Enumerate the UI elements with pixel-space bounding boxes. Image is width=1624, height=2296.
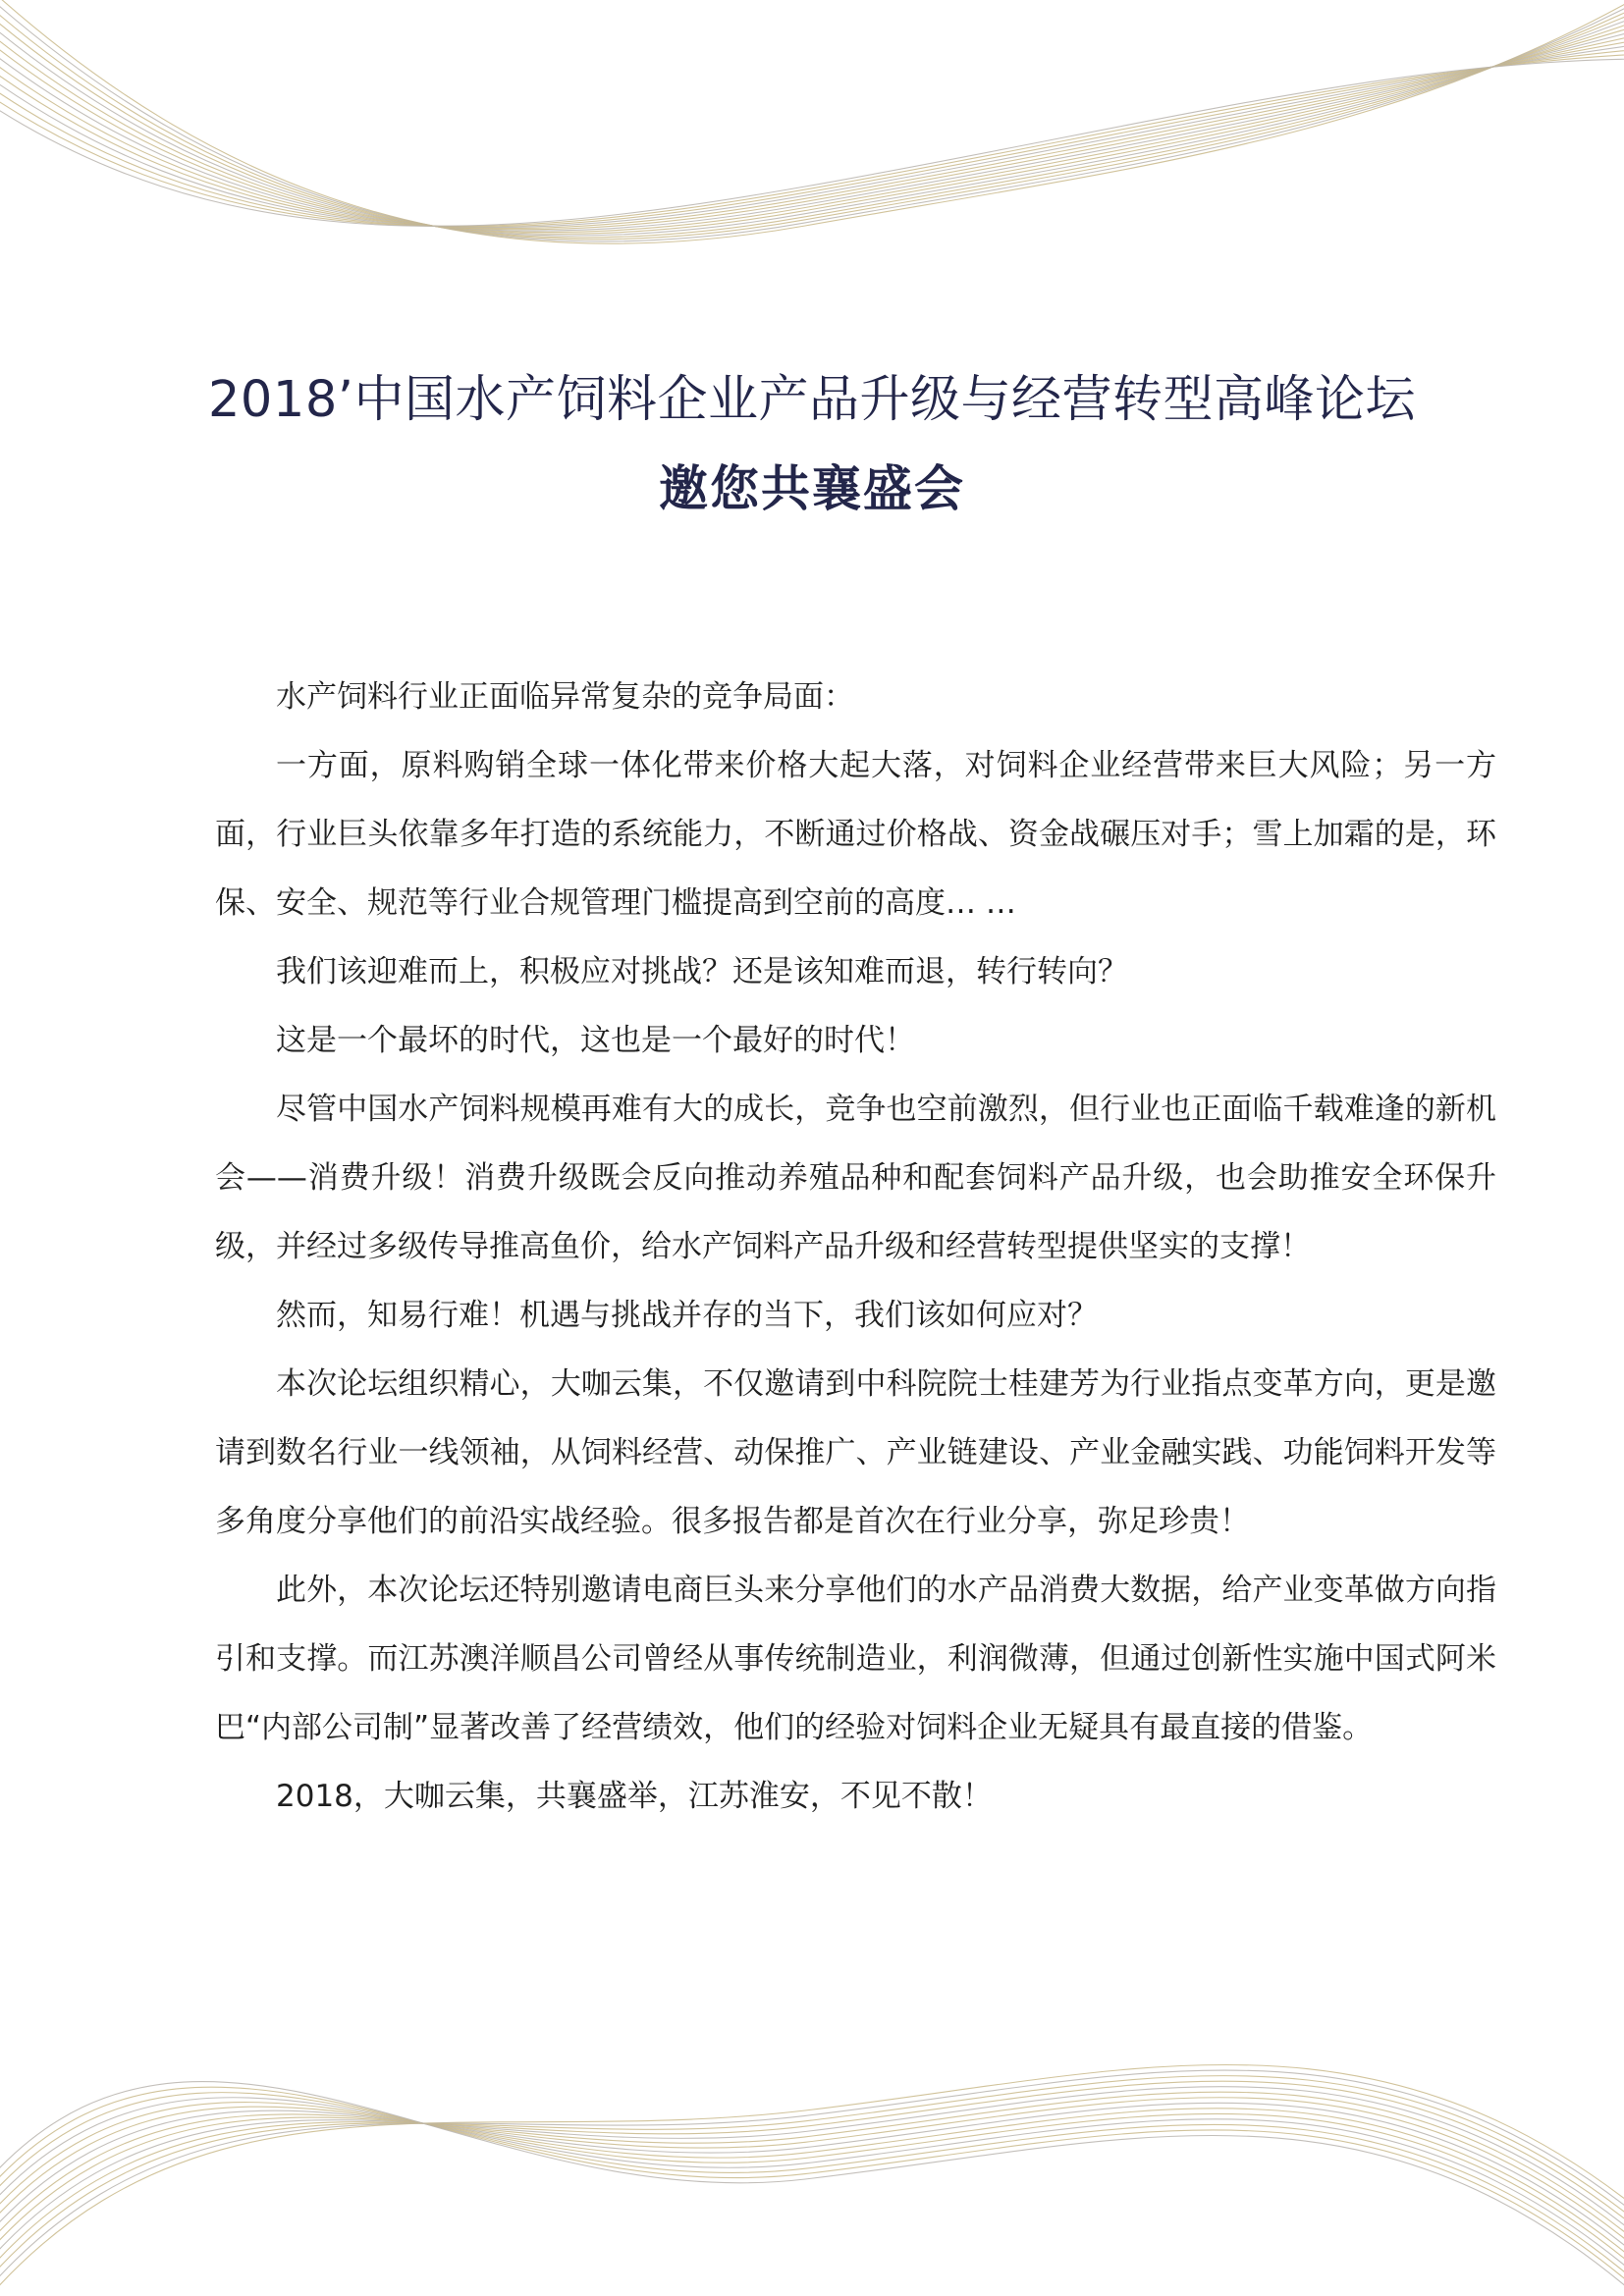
wave-line: [0, 2103, 1624, 2280]
body-text: [215, 663, 1496, 1831]
paragraph: 尽管中国水产饲料规模再难有大的成长，竞争也空前激烈，但行业也正面临千载难逢的新机会——消费升级！消费升级既会反向推动养殖品种和配套饲料产品升级，也会助推安全环保升级，并经过多级传导推高鱼价，给水产饲料产品升级和经营转型提供坚实的支撑！: [215, 1092, 1496, 1264]
page-title: 2018’中国水产饲料企业产品升级与经营转型高峰论坛: [207, 371, 1416, 429]
title-block: [0, 361, 1624, 528]
paragraph: 2018，大咖云集，共襄盛举，江苏淮安，不见不散！: [276, 1779, 993, 1814]
paragraph: 本次论坛组织精心，大咖云集，不仅邀请到中科院院士桂建芳为行业指点变革方向，更是邀请到数名行业一线领袖，从饲料经营、动保推广、产业链建设、产业金融实践、功能饲料开发等多角度分享他们的前沿实战经验。很多报告都是首次在行业分享，弥足珍贵！: [215, 1366, 1496, 1539]
wave-line: [0, 2076, 1624, 2289]
wave-line: [0, 2081, 1624, 2279]
wave-line: [0, 0, 1624, 243]
wave-line: [0, 6, 1624, 238]
wave-line: [0, 2082, 1624, 2296]
wave-line: [0, 43, 1624, 228]
page-subtitle: 邀您共襄盛会: [659, 460, 965, 517]
wave-line: [0, 32, 1624, 230]
wave-line: [0, 2093, 1624, 2294]
paragraph: 水产饲料行业正面临异常复杂的竞争局面：: [276, 679, 854, 715]
paragraph: 这是一个最坏的时代，这也是一个最好的时代！: [276, 1023, 915, 1058]
paragraph: 我们该迎难而上，积极应对挑战？还是该知难而退，转行转向？: [276, 954, 1128, 989]
wave-line: [0, 0, 1624, 241]
wave-line: [0, 2092, 1624, 2262]
wave-line: [0, 2107, 1624, 2272]
wave-line: [0, 12, 1624, 236]
paragraph: 一方面，原料购销全球一体化带来价格大起大落，对饲料企业经营带来巨大风险；另一方面，行业巨头依靠多年打造的系统能力，不断通过价格战、资金战碾压对手；雪上加霜的是，环保、安全、规范等行业合规管理门槛提高到空前的高度… …: [215, 748, 1496, 921]
top-wave-ornament: [0, 0, 1624, 314]
wave-line: [0, 2064, 1624, 2296]
wave-line: [0, 38, 1624, 229]
wave-line: [0, 2087, 1624, 2296]
paragraph: 此外，本次论坛还特别邀请电商巨头来分享他们的水产品消费大数据，给产业变革做方向指引和支撑。而江苏澳洋顺昌公司曾经从事传统制造业，利润微薄，但通过创新性实施中国式阿米巴“内部公司制”显著改善了经营绩效，他们的经验对饲料企业无疑具有最直接的借鉴。: [215, 1573, 1496, 1745]
bottom-wave-ornament: [0, 1973, 1624, 2296]
paragraph: 然而，知易行难！机遇与挑战并存的当下，我们该如何应对？: [276, 1298, 1098, 1333]
